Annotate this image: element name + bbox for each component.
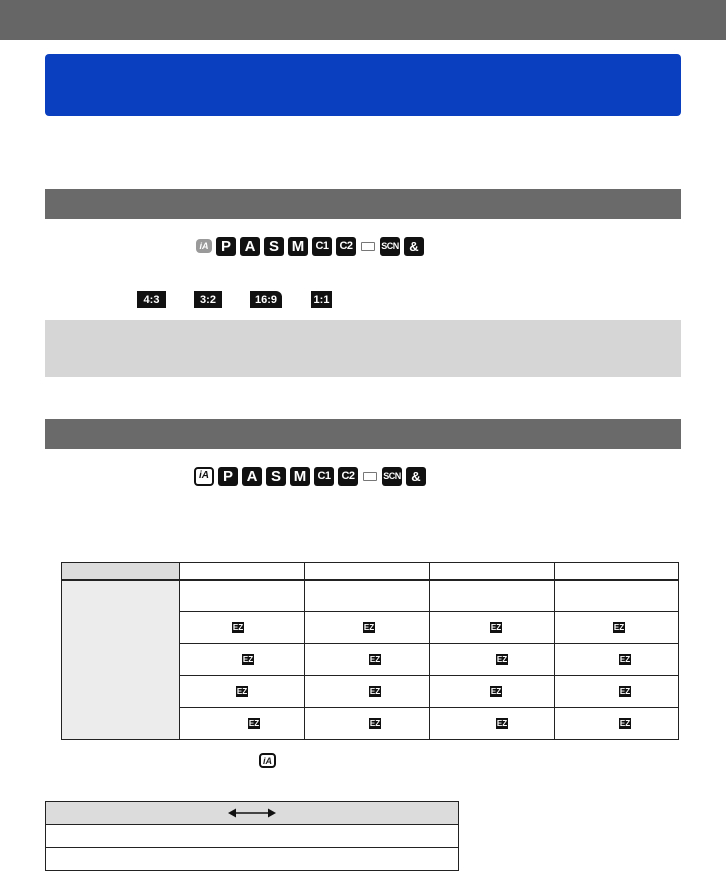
- extra-zoom-icon: EZ: [490, 686, 502, 696]
- extra-zoom-icon: EZ: [369, 654, 381, 664]
- table-cell: [555, 708, 679, 740]
- creative-control-mode-icon: &: [406, 467, 426, 486]
- extra-zoom-icon: EZ: [369, 686, 381, 696]
- table-cell: [305, 580, 430, 612]
- creative-control-mode-icon: &: [404, 237, 424, 256]
- table-cell: [180, 612, 305, 644]
- extra-zoom-icon: EZ: [619, 654, 631, 664]
- manual-mode-icon: M: [288, 237, 308, 256]
- custom2-mode-icon: C2: [336, 237, 356, 256]
- table-row: [46, 848, 459, 871]
- table-row: [46, 825, 459, 848]
- spec-header-cell: [555, 563, 679, 580]
- extra-zoom-icon: EZ: [242, 654, 254, 664]
- section-bar-2: [45, 419, 681, 449]
- table-cell: [305, 708, 430, 740]
- table-cell: [46, 848, 459, 871]
- table-cell: [555, 644, 679, 676]
- extra-zoom-icon: EZ: [619, 686, 631, 696]
- spec-header-cell: [430, 563, 555, 580]
- table-cell: [555, 612, 679, 644]
- spec-table-header-row: [62, 563, 679, 580]
- table-cell: [180, 708, 305, 740]
- panorama-mode-icon: [360, 241, 376, 251]
- spec-header-cell: [62, 563, 180, 580]
- extra-zoom-icon: EZ: [619, 718, 631, 728]
- aspect-3-2-icon: 3:2: [194, 291, 222, 308]
- aspect-4-3-icon: 4:3: [137, 291, 166, 308]
- extra-zoom-icon: EZ: [248, 718, 260, 728]
- extra-zoom-icon: EZ: [613, 622, 625, 632]
- aspect-16-9-icon: 16:9: [250, 291, 282, 308]
- spec-header-cell: [180, 563, 305, 580]
- table-cell: [430, 708, 555, 740]
- double-arrow-icon: [228, 807, 276, 819]
- shutter-mode-icon: S: [264, 237, 284, 256]
- table-cell: [180, 580, 305, 612]
- table-cell: [555, 580, 679, 612]
- table-cell: [430, 676, 555, 708]
- intelligent-auto-mode-icon: iA: [194, 467, 214, 486]
- extra-zoom-icon: EZ: [363, 622, 375, 632]
- note-box: [45, 320, 681, 377]
- section-bar-1: [45, 189, 681, 219]
- extra-zoom-icon: EZ: [490, 622, 502, 632]
- mode-icon-row-2: [194, 466, 430, 486]
- table-cell: [180, 676, 305, 708]
- aperture-mode-icon: A: [242, 467, 262, 486]
- scene-mode-icon: SCN: [380, 237, 400, 256]
- manual-mode-icon: M: [290, 467, 310, 486]
- table-cell: [430, 580, 555, 612]
- table-cell: [430, 644, 555, 676]
- extra-zoom-icon: EZ: [236, 686, 248, 696]
- extra-zoom-icon: EZ: [232, 622, 244, 632]
- aspect-1-1-icon: 1:1: [311, 291, 332, 308]
- header-bar: [0, 0, 726, 40]
- scene-mode-icon: SCN: [382, 467, 402, 486]
- table-cell: [305, 676, 430, 708]
- aperture-mode-icon: A: [240, 237, 260, 256]
- table-cell: [305, 644, 430, 676]
- table-row: [62, 580, 679, 612]
- intelligent-auto-mode-icon: iA: [196, 239, 212, 253]
- title-banner: [45, 54, 681, 116]
- extra-zoom-icon: EZ: [369, 718, 381, 728]
- table-cell: [46, 825, 459, 848]
- extra-zoom-icon: EZ: [496, 654, 508, 664]
- spec-row-header: [62, 580, 180, 740]
- small-table-header-cell: [46, 802, 459, 825]
- custom2-mode-icon: C2: [338, 467, 358, 486]
- shutter-mode-icon: S: [266, 467, 286, 486]
- spec-table: [61, 562, 679, 740]
- program-mode-icon: P: [216, 237, 236, 256]
- intelligent-auto-icon: iA: [259, 753, 276, 768]
- custom1-mode-icon: C1: [312, 237, 332, 256]
- table-cell: [430, 612, 555, 644]
- custom1-mode-icon: C1: [314, 467, 334, 486]
- program-mode-icon: P: [218, 467, 238, 486]
- table-cell: [180, 644, 305, 676]
- table-cell: [305, 612, 430, 644]
- small-table-header: [46, 802, 459, 825]
- panorama-mode-icon: [362, 471, 378, 481]
- extra-zoom-icon: EZ: [496, 718, 508, 728]
- table-cell: [555, 676, 679, 708]
- mode-icon-row-1: [196, 236, 428, 256]
- spec-header-cell: [305, 563, 430, 580]
- small-table: [45, 801, 459, 871]
